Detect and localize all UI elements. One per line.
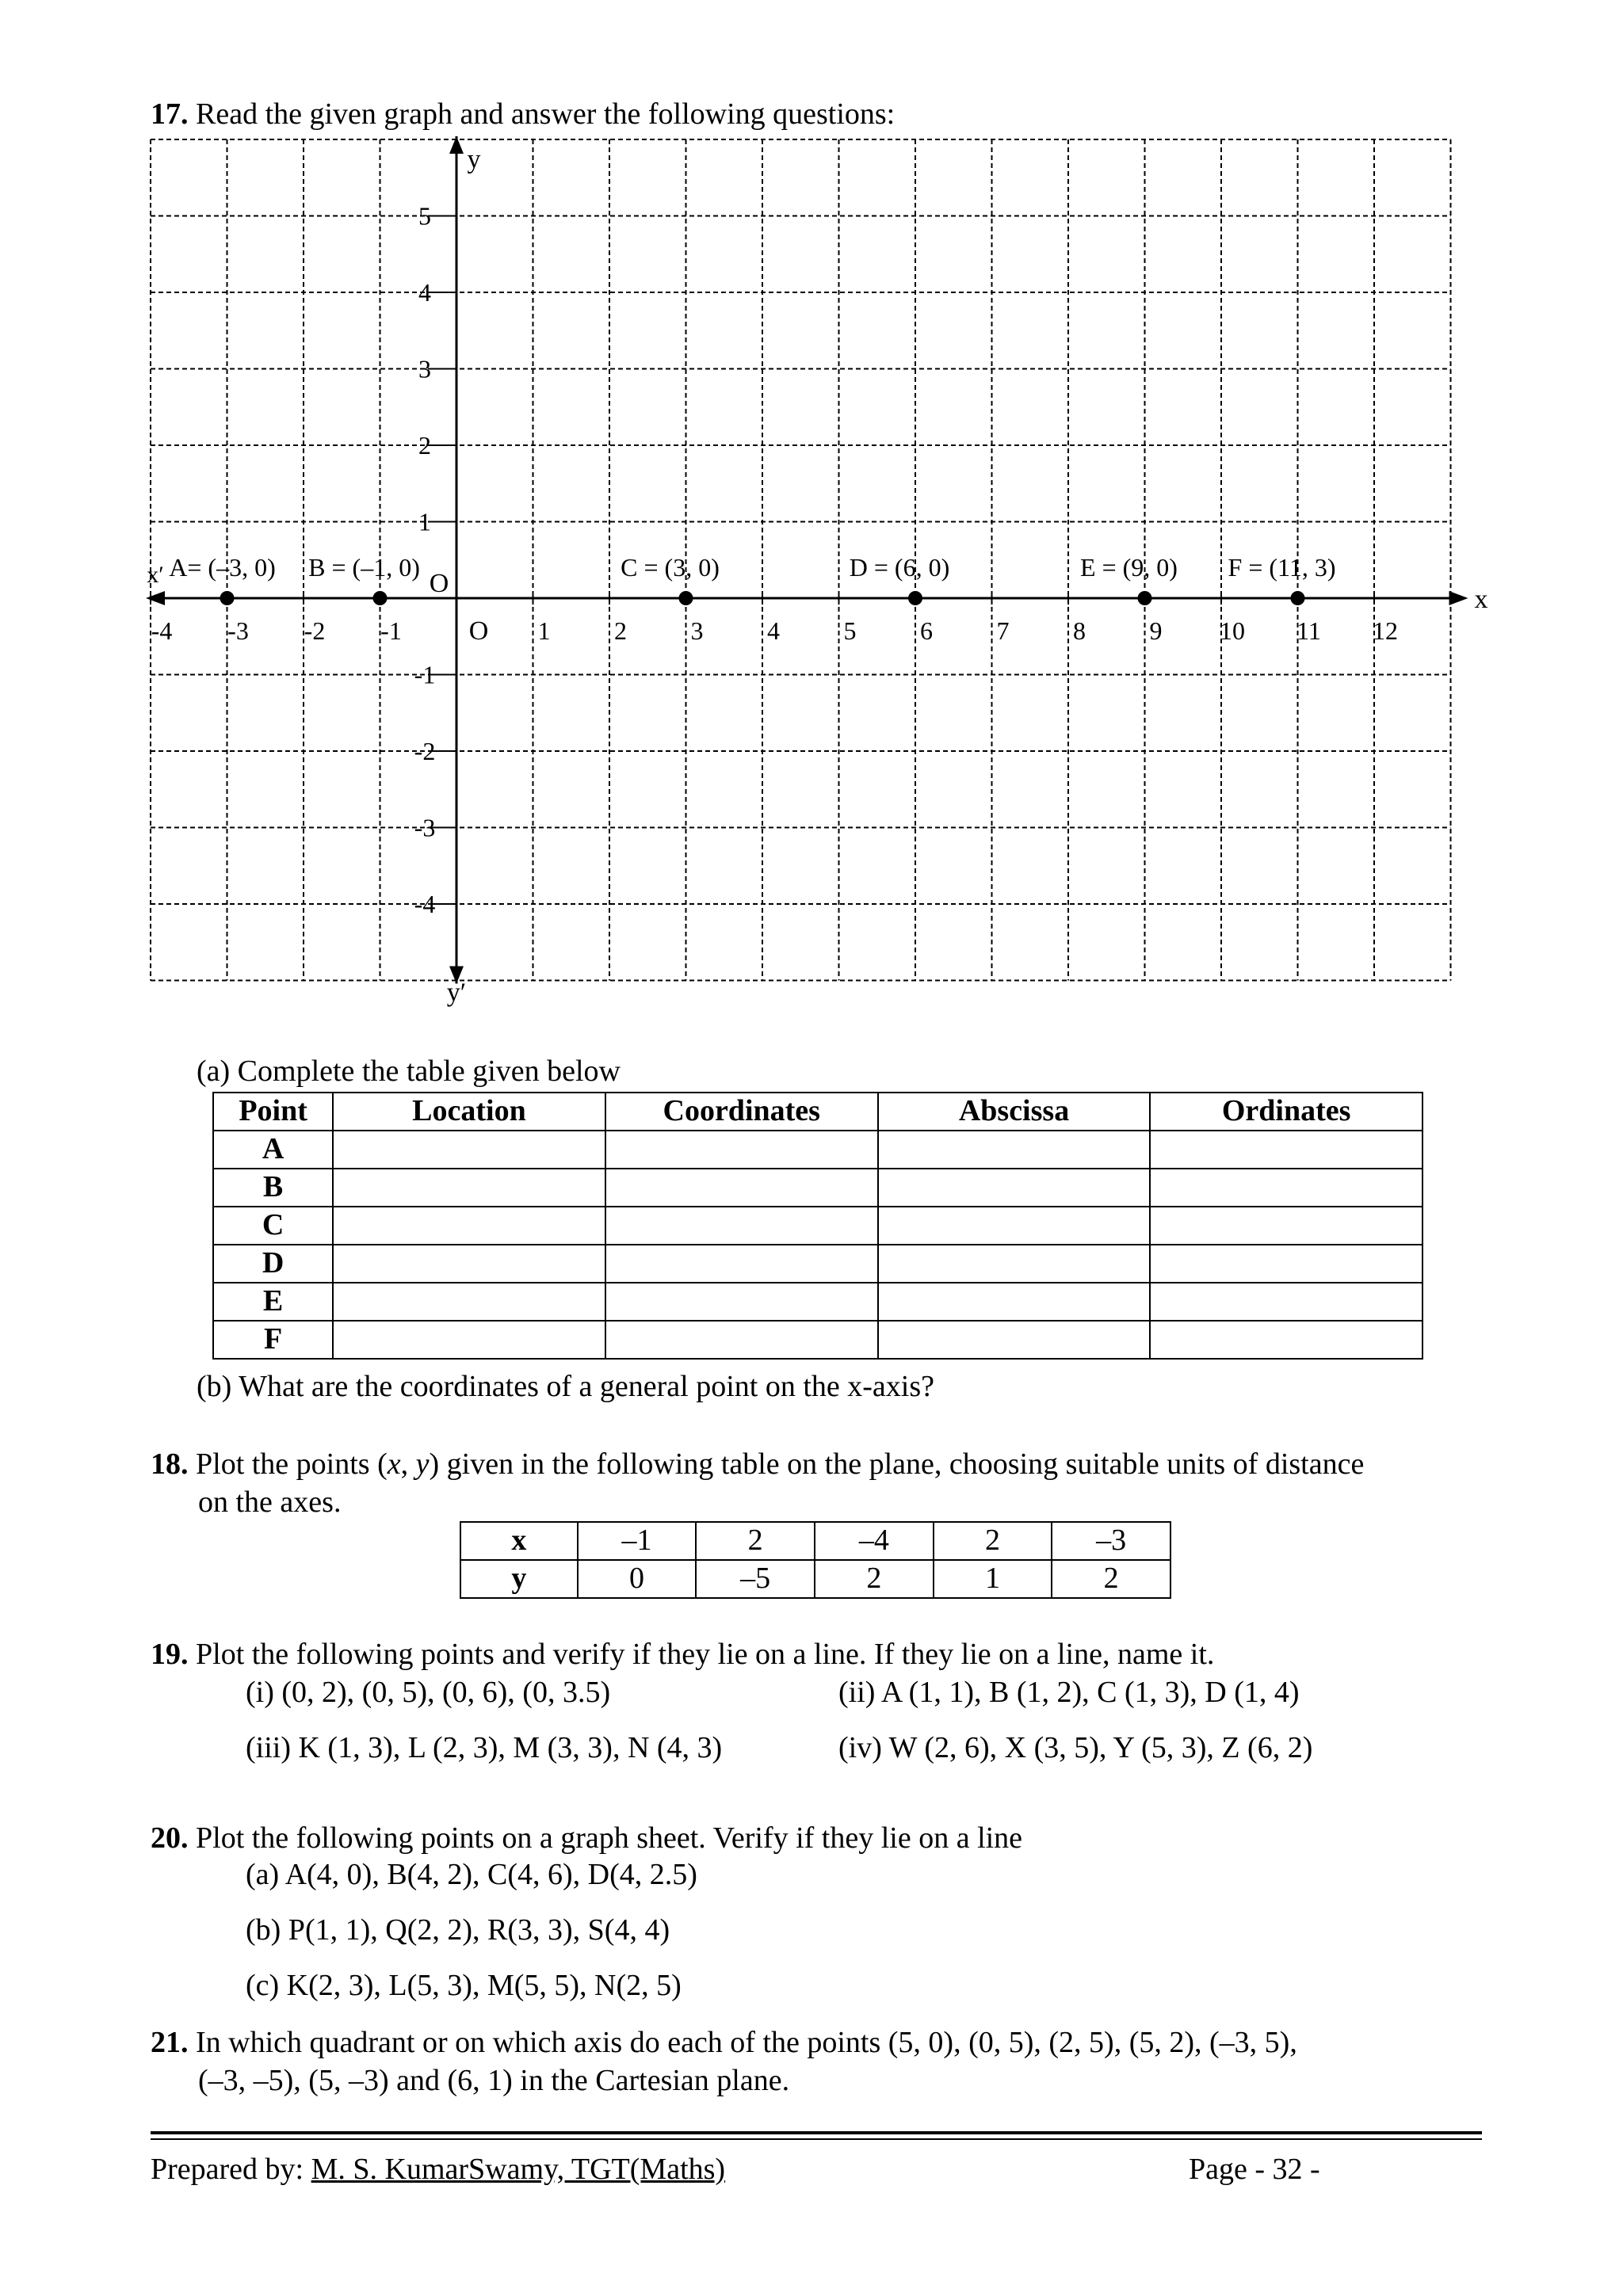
- table-header-y: y: [460, 1560, 578, 1598]
- table-cell: [878, 1207, 1150, 1245]
- footer-page-number: Page - 32 -: [1189, 2153, 1320, 2186]
- y-neg-axis-label: y′: [446, 978, 467, 1008]
- q17-part-a: (a) Complete the table given below: [197, 1055, 621, 1088]
- q18-x-var: x: [387, 1447, 401, 1481]
- table-header-coordinates: Coordinates: [605, 1093, 878, 1131]
- x-tick-label: -1: [380, 616, 402, 645]
- q18-text-after: ) given in the following table on the plane, choosing suitable units of distance: [429, 1447, 1365, 1481]
- table-cell: 1: [934, 1560, 1052, 1598]
- q20-item-a: (a) A(4, 0), B(4, 2), C(4, 6), D(4, 2.5): [246, 1858, 697, 1891]
- q20-heading: [151, 1821, 1022, 1857]
- table-cell: [878, 1169, 1150, 1207]
- table-cell: [605, 1245, 878, 1283]
- point-label-b: B = (–1, 0): [308, 553, 420, 582]
- x-tick-label: 2: [614, 616, 627, 645]
- x-tick-label: -2: [304, 616, 326, 645]
- footer-prepared-by: [151, 2152, 725, 2188]
- q17-text: Read the given graph and answer the following questions:: [196, 97, 896, 131]
- q17-heading: [151, 97, 895, 133]
- x-tick-label: -4: [151, 616, 173, 645]
- y-axis-label: y: [467, 145, 481, 174]
- coordinate-graph: [147, 139, 1488, 1027]
- table-cell-point: A: [213, 1131, 333, 1169]
- q21-line1: In which quadrant or on which axis do each of the points (5, 0), (0, 5), (2, 5), (5, 2), (–3, 5),: [196, 2026, 1297, 2059]
- table-cell: –1: [578, 1522, 697, 1560]
- table-cell: [878, 1245, 1150, 1283]
- table-cell: [605, 1131, 878, 1169]
- footer-rule-thin: [151, 2138, 1482, 2140]
- table-cell: [605, 1321, 878, 1359]
- table-cell: [333, 1245, 605, 1283]
- table-cell: [1150, 1245, 1423, 1283]
- table-cell: [1150, 1131, 1423, 1169]
- table-cell: [333, 1283, 605, 1321]
- point-d: [908, 591, 922, 605]
- point-label-d: D = (6, 0): [849, 553, 950, 582]
- q19-item-i: (i) (0, 2), (0, 5), (0, 6), (0, 3.5): [246, 1676, 611, 1709]
- point-e: [1138, 591, 1152, 605]
- point-c: [679, 591, 693, 605]
- point-label-c: C = (3, 0): [621, 553, 720, 582]
- point-f: [1291, 591, 1305, 605]
- table-header-point: Point: [213, 1093, 333, 1131]
- q17-table-header-row: [213, 1093, 1423, 1131]
- table-row: [213, 1321, 1423, 1359]
- x-neg-axis-label: x′: [147, 562, 164, 588]
- x-axis-label: x: [1474, 585, 1488, 614]
- table-row: [213, 1283, 1423, 1321]
- table-cell: [1150, 1207, 1423, 1245]
- q20-number: 20.: [151, 1821, 189, 1855]
- q19-item-iii: (iii) K (1, 3), L (2, 3), M (3, 3), N (4, 3): [246, 1731, 723, 1764]
- table-cell: 2: [696, 1522, 815, 1560]
- x-axis-arrow-icon: [1449, 591, 1468, 605]
- table-cell: [1150, 1169, 1423, 1207]
- x-tick-label: 11: [1296, 616, 1321, 645]
- q18-text-line2: on the axes.: [198, 1486, 342, 1519]
- table-cell: [605, 1207, 878, 1245]
- x-tick-label: 10: [1220, 616, 1245, 645]
- table-row: [213, 1131, 1423, 1169]
- table-cell: [1150, 1321, 1423, 1359]
- table-cell-point: C: [213, 1207, 333, 1245]
- table-header-location: Location: [333, 1093, 605, 1131]
- q20-item-c: (c) K(2, 3), L(5, 3), M(5, 5), N(2, 5): [246, 1969, 682, 2002]
- table-cell-point: B: [213, 1169, 333, 1207]
- q18-number: 18.: [151, 1447, 189, 1481]
- x-tick-label: 6: [920, 616, 933, 645]
- y-tick-label: -1: [414, 660, 436, 689]
- footer-author: M. S. KumarSwamy, TGT(Maths): [311, 2153, 726, 2186]
- x-tick-label: -3: [227, 616, 249, 645]
- origin-label-below: O: [468, 616, 489, 646]
- y-tick-label: -3: [414, 813, 436, 842]
- q17-number: 17.: [151, 97, 189, 131]
- q19-number: 19.: [151, 1638, 189, 1671]
- table-cell: [605, 1169, 878, 1207]
- table-cell: [333, 1207, 605, 1245]
- y-tick-label: 1: [418, 507, 431, 536]
- table-cell-point: F: [213, 1321, 333, 1359]
- q21-heading: [151, 2025, 1297, 2061]
- table-cell: [605, 1283, 878, 1321]
- table-cell: 2: [1052, 1560, 1170, 1598]
- table-header-ordinates: Ordinates: [1150, 1093, 1423, 1131]
- y-tick-label: 3: [418, 354, 431, 383]
- x-neg-axis-arrow-icon: [146, 591, 165, 605]
- y-tick-label: 4: [418, 278, 431, 307]
- table-cell-point: E: [213, 1283, 333, 1321]
- table-header-abscissa: Abscissa: [878, 1093, 1150, 1131]
- y-tick-label: 5: [418, 201, 431, 231]
- q17-table: [212, 1092, 1423, 1360]
- footer-rule-thick: [151, 2131, 1482, 2134]
- x-tick-label: 5: [843, 616, 857, 645]
- table-cell: [333, 1169, 605, 1207]
- table-cell: –4: [815, 1522, 934, 1560]
- q18-comma: ,: [400, 1447, 416, 1481]
- x-tick-label: 7: [996, 616, 1010, 645]
- q18-heading: [151, 1447, 1364, 1483]
- x-tick-label: 1: [537, 616, 551, 645]
- y-tick-label: -2: [414, 737, 436, 765]
- q20-text: Plot the following points on a graph sheet. Verify if they lie on a line: [196, 1821, 1023, 1855]
- point-a: [220, 591, 235, 605]
- q18-text-before: Plot the points (: [196, 1447, 388, 1481]
- point-label-e: E = (9, 0): [1080, 553, 1178, 582]
- table-cell: –3: [1052, 1522, 1170, 1560]
- footer-prefix: Prepared by:: [151, 2153, 311, 2186]
- table-cell: [878, 1321, 1150, 1359]
- q18-table: [460, 1521, 1171, 1599]
- table-cell: 0: [578, 1560, 697, 1598]
- x-tick-label: 4: [767, 616, 780, 645]
- table-cell: [878, 1131, 1150, 1169]
- q19-heading: [151, 1637, 1214, 1673]
- table-cell: 2: [815, 1560, 934, 1598]
- table-row: [460, 1522, 1170, 1560]
- table-cell: [878, 1283, 1150, 1321]
- origin-label: O: [429, 569, 449, 598]
- table-cell: [1150, 1283, 1423, 1321]
- q19-item-iv: (iv) W (2, 6), X (3, 5), Y (5, 3), Z (6, 2): [838, 1731, 1313, 1764]
- y-tick-label: 2: [418, 431, 431, 460]
- table-cell: –5: [696, 1560, 815, 1598]
- table-cell-point: D: [213, 1245, 333, 1283]
- table-row: [213, 1169, 1423, 1207]
- table-cell: [333, 1321, 605, 1359]
- point-label-a: A= (–3, 0): [169, 553, 276, 582]
- q21-number: 21.: [151, 2026, 189, 2059]
- point-b: [373, 591, 388, 605]
- table-row: [213, 1245, 1423, 1283]
- y-tick-label: -4: [414, 890, 436, 918]
- x-tick-label: 9: [1149, 616, 1163, 645]
- table-row: [460, 1560, 1170, 1598]
- x-tick-label: 8: [1073, 616, 1086, 645]
- table-cell: [333, 1131, 605, 1169]
- point-label-f: F = (11, 3): [1228, 553, 1336, 582]
- q17-part-b: (b) What are the coordinates of a general point on the x-axis?: [197, 1370, 934, 1403]
- q19-text: Plot the following points and verify if they lie on a line. If they lie on a line, name it.: [196, 1638, 1215, 1671]
- q21-line2: (–3, –5), (5, –3) and (6, 1) in the Cartesian plane.: [198, 2064, 790, 2097]
- q19-item-ii: (ii) A (1, 1), B (1, 2), C (1, 3), D (1, 4): [838, 1676, 1300, 1709]
- table-header-x: x: [460, 1522, 578, 1560]
- x-tick-label: 3: [690, 616, 704, 645]
- table-row: [213, 1207, 1423, 1245]
- table-cell: 2: [934, 1522, 1052, 1560]
- q20-item-b: (b) P(1, 1), Q(2, 2), R(3, 3), S(4, 4): [246, 1913, 670, 1947]
- q18-y-var: y: [415, 1447, 430, 1481]
- x-tick-label: 12: [1373, 616, 1398, 645]
